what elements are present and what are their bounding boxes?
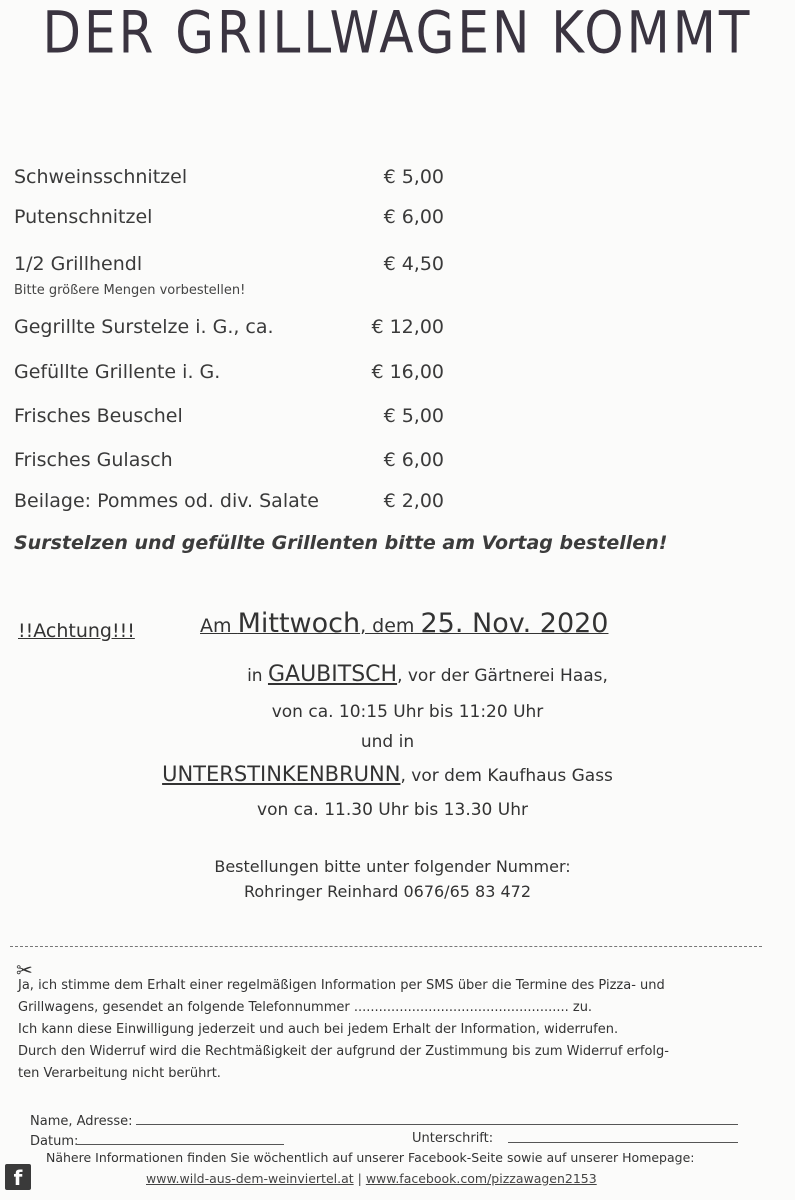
- consent-line: Durch den Widerruf wird die Rechtmäßigkeit der aufgrund der Zustimmung bis zum Widerruf erfolg-: [18, 1044, 669, 1059]
- facebook-icon: f: [5, 1164, 31, 1190]
- orders-line-1: Bestellungen bitte unter folgender Nummer:: [214, 857, 571, 876]
- time-2: von ca. 11.30 Uhr bis 13.30 Uhr: [257, 800, 528, 820]
- menu-item-name: Frisches Beuschel: [14, 405, 183, 427]
- date-label: Datum:: [30, 1134, 79, 1149]
- menu-item-price: € 5,00: [383, 405, 444, 427]
- date-field[interactable]: [76, 1144, 284, 1145]
- menu-item-name: 1/2 Grillhendl: [14, 253, 143, 275]
- am-text: Am: [200, 615, 232, 637]
- dem-text: , dem: [360, 615, 415, 637]
- place-1: , vor der Gärtnerei Haas,: [397, 666, 608, 686]
- scissors-icon: ✂: [16, 958, 33, 982]
- menu-item-price: € 6,00: [383, 449, 444, 471]
- consent-line: Grillwagens, gesendet an folgende Telefonnummer .................................................... zu.: [18, 1000, 593, 1015]
- facebook-link[interactable]: www.facebook.com/pizzawagen2153: [365, 1171, 597, 1186]
- consent-line: Ich kann diese Einwilligung jederzeit und auch bei jedem Erhalt der Information, widerrufen.: [18, 1022, 619, 1037]
- event-date: 25. Nov. 2020: [420, 608, 609, 639]
- menu-item-name: Gefüllte Grillente i. G.: [14, 361, 221, 383]
- link-separator: |: [353, 1171, 366, 1186]
- menu-item-price: € 6,00: [383, 206, 444, 228]
- time-1: von ca. 10:15 Uhr bis 11:20 Uhr: [271, 702, 544, 722]
- footer-links: [146, 1171, 597, 1186]
- location-2-line: [0, 762, 785, 786]
- orders-line-2: Rohringer Reinhard 0676/65 83 472: [243, 882, 531, 901]
- event-weekday: Mittwoch: [237, 608, 361, 639]
- consent-line: ten Verarbeitung nicht berührt.: [18, 1066, 221, 1081]
- cut-line: [10, 946, 762, 947]
- name-address-label: Name, Adresse:: [30, 1114, 133, 1129]
- menu-item-price: € 16,00: [371, 361, 444, 383]
- advance-order-note: Surstelzen und gefüllte Grillenten bitte am Vortag bestellen!: [14, 532, 668, 554]
- und-in-text: und in: [360, 732, 415, 752]
- consent-line: Ja, ich stimme dem Erhalt einer regelmäßigen Information per SMS über die Termine des Pizza- und: [18, 978, 665, 993]
- town-2: UNTERSTINKENBRUNN: [162, 762, 401, 786]
- homepage-link[interactable]: www.wild-aus-dem-weinviertel.at: [146, 1171, 354, 1186]
- page-title: DER GRILLWAGEN KOMMT: [42, 0, 753, 67]
- menu-item-name: Putenschnitzel: [14, 206, 153, 228]
- menu-item-name: Frisches Gulasch: [14, 449, 173, 471]
- attention-label: !!Achtung!!!: [18, 620, 135, 642]
- menu-note: Bitte größere Mengen vorbestellen!: [14, 283, 246, 298]
- signature-label: Unterschrift:: [412, 1131, 494, 1146]
- name-address-field[interactable]: [136, 1124, 738, 1125]
- footer-text: Nähere Informationen finden Sie wöchentlich auf unserer Facebook-Seite sowie auf unserer Homepage:: [46, 1150, 695, 1165]
- menu-item-name: Gegrillte Surstelze i. G., ca.: [14, 316, 274, 338]
- menu-item-price: € 12,00: [371, 316, 444, 338]
- name-address-row: [30, 1114, 740, 1129]
- town-1: GAUBITSCH: [267, 662, 398, 687]
- location-1-line: [30, 662, 795, 687]
- menu-item-price: € 5,00: [383, 166, 444, 188]
- place-2: , vor dem Kaufhaus Gass: [400, 766, 613, 786]
- menu-item-price: € 2,00: [383, 490, 444, 512]
- menu-item-name: Schweinsschnitzel: [14, 166, 188, 188]
- event-date-line: [200, 608, 608, 639]
- in-text: in: [247, 666, 263, 686]
- menu-item-name: Beilage: Pommes od. div. Salate: [14, 490, 319, 512]
- signature-field[interactable]: [508, 1142, 738, 1143]
- consent-text: [18, 975, 778, 1085]
- menu-item-price: € 4,50: [383, 253, 444, 275]
